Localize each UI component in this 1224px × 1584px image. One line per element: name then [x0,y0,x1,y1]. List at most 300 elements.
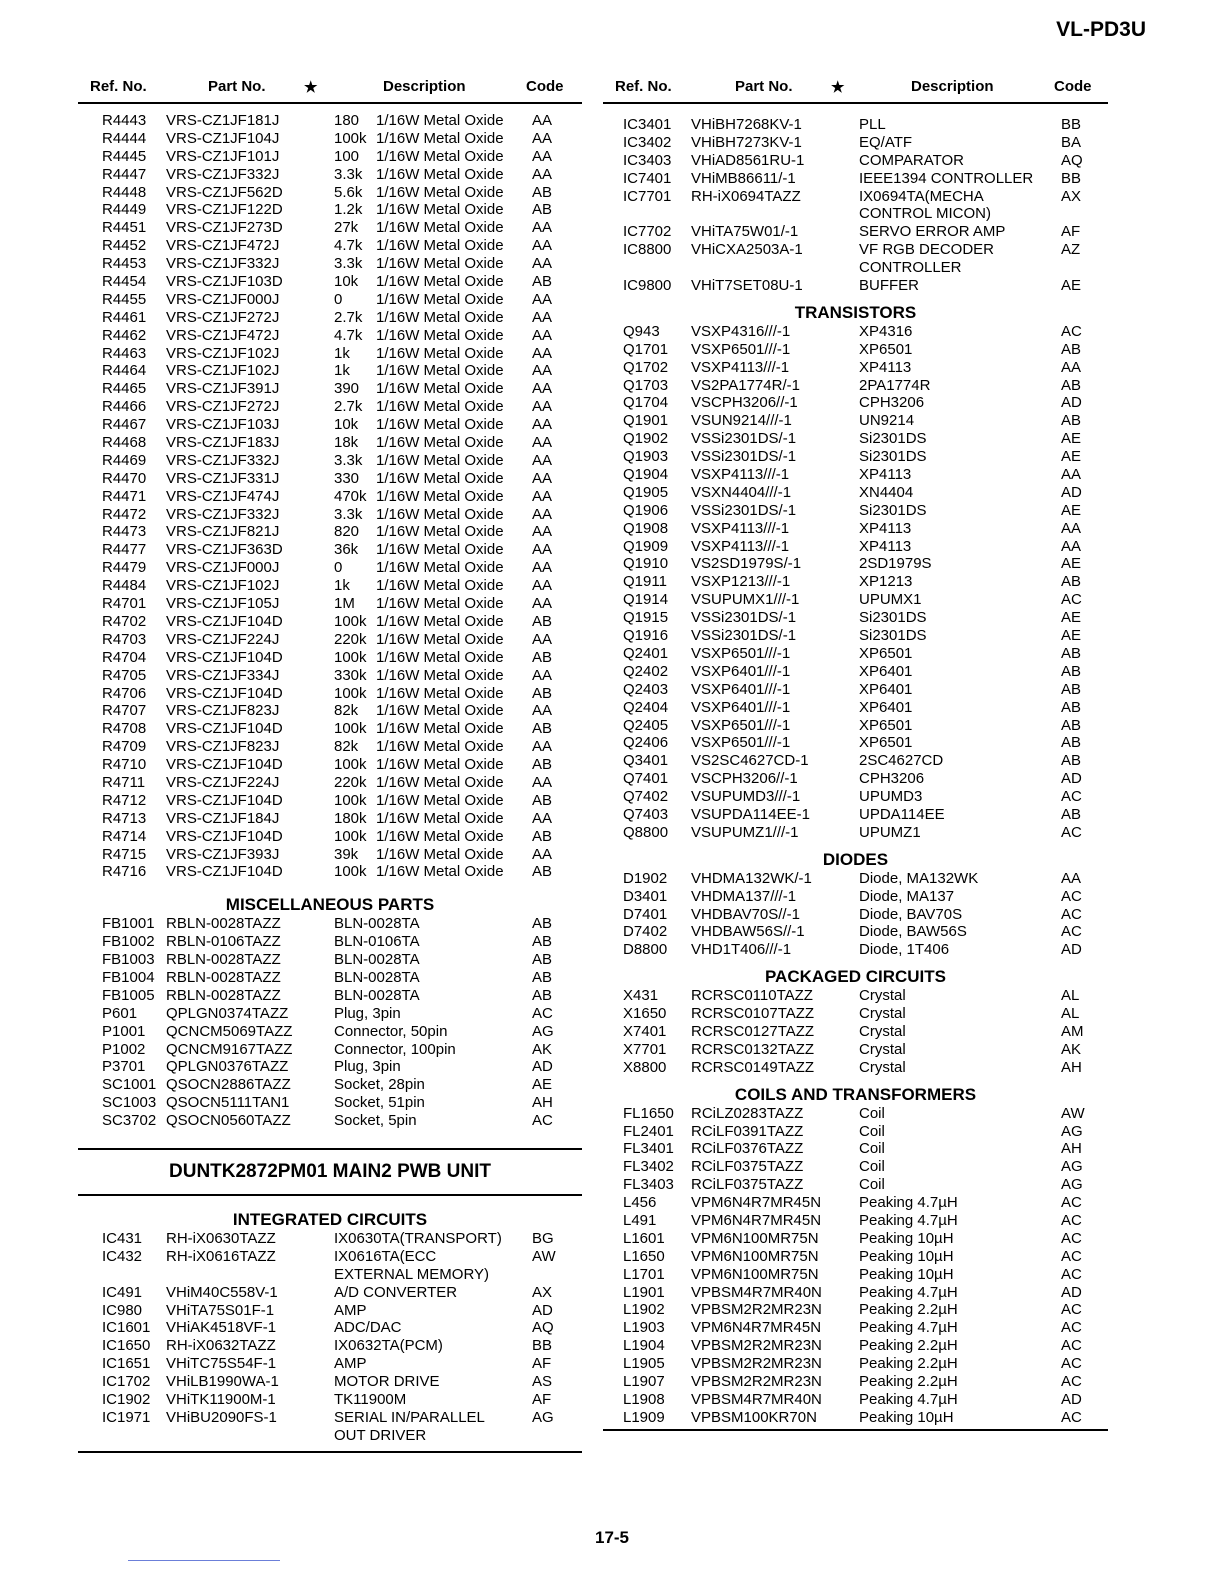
ref-no: R4716 [102,863,147,881]
price-code: AX [532,1283,553,1301]
table-row [603,681,1108,699]
description: Crystal [859,1040,906,1058]
ref-no: Q2406 [623,734,669,752]
header-part: Part No. [208,78,266,95]
description: Connector, 100pin [334,1040,456,1058]
description: BUFFER [859,277,919,295]
part-no: VHDBAW56S//-1 [691,923,805,941]
part-no: VPBSM4R7MR40N [691,1283,822,1301]
description: XP4113 [859,466,912,484]
price-code: AA [532,505,553,523]
right-column [603,72,1108,1431]
description: BLN-0028TA [334,951,420,969]
price-code: AB [532,986,553,1004]
table-row [78,577,582,595]
price-code: AA [532,255,553,273]
description: 1/16W Metal Oxide [376,541,504,559]
part-no: VRS-CZ1JF332J [166,451,280,469]
part-no: VRS-CZ1JF102J [166,344,280,362]
table-row [78,863,582,881]
price-code: AB [1061,698,1082,716]
part-no: VRS-CZ1JF272J [166,398,280,416]
part-no: RH-iX0632TAZZ [166,1337,276,1355]
header-code: Code [526,78,564,95]
part-no: VRS-CZ1JF184J [166,809,280,827]
price-code: AE [1061,555,1082,573]
table-row [78,1076,582,1094]
description: Peaking 4.7µH [859,1283,958,1301]
resistance-value: 2.7k [334,398,363,416]
price-code: AB [532,756,553,774]
ref-no: SC1003 [102,1094,157,1112]
part-no: RH-iX0694TAZZ [691,187,801,205]
table-row [603,241,1108,259]
price-code: AF [532,1355,552,1373]
ref-no: L1650 [623,1247,665,1265]
ref-no: SC1001 [102,1076,157,1094]
section-title-transistors: TRANSISTORS [794,302,917,322]
description: Socket, 51pin [334,1094,425,1112]
part-no: QPLGN0374TAZZ [166,1004,289,1022]
unit-title: DUNTK2872PM01 MAIN2 PWB UNIT [78,1148,582,1196]
table-row [603,223,1108,241]
part-no: VPM6N4R7MR45N [691,1211,822,1229]
description: 1/16W Metal Oxide [376,112,504,129]
table-row [78,1302,582,1320]
description: 1/16W Metal Oxide [376,720,504,738]
ref-no: L456 [623,1194,657,1212]
description: UPUMD3 [859,788,923,806]
part-no: VSSi2301DS/-1 [691,609,797,627]
description: Peaking 2.2µH [859,1355,958,1373]
table-header [603,72,1108,104]
description: 1/16W Metal Oxide [376,147,504,165]
table-row [603,717,1108,735]
price-code: AE [1061,448,1082,466]
ref-no: R4714 [102,827,147,845]
part-no: VSXP4113///-1 [691,519,790,537]
description: 1/16W Metal Oxide [376,666,504,684]
resistance-value: 100k [334,129,367,147]
description: UPUMZ1 [859,823,921,841]
table-row [603,1140,1108,1158]
table-row [603,824,1108,842]
table-row [78,828,582,846]
table-row [78,237,582,255]
table-row [78,649,582,667]
part-no: VRS-CZ1JF332J [166,165,280,183]
ref-no: IC1650 [102,1337,151,1355]
resistance-value: 100k [334,684,367,702]
resistance-value: 100k [334,791,367,809]
description: 1/16W Metal Oxide [376,559,504,577]
resistance-value: 820 [334,523,360,541]
table-row [78,1409,582,1427]
part-no: VSXP1213///-1 [691,573,791,591]
description: Coil [859,1176,885,1194]
description: Socket, 28pin [334,1076,425,1094]
ref-no: Q1906 [623,501,669,519]
table-row [603,359,1108,377]
part-no: VSXP6501///-1 [691,734,791,752]
section-title-packaged: PACKAGED CIRCUITS [764,967,947,987]
price-code: AC [1061,1265,1082,1283]
description: Coil [859,1122,885,1140]
resistance-value: 18k [334,434,359,452]
ref-no: R4455 [102,290,147,308]
resistance-value: 3.3k [334,451,363,469]
ref-no: R4443 [102,112,147,129]
table-row [603,941,1108,959]
left-column [78,72,582,1453]
ref-no: X1650 [623,1005,667,1023]
table-row [78,1391,582,1409]
ref-no: L1903 [623,1319,665,1337]
resistance-value: 82k [334,702,359,720]
resistance-value: 27k [334,219,359,237]
part-no: VSSi2301DS/-1 [691,501,797,519]
price-code: AC [1061,823,1082,841]
description: Peaking 4.7µH [859,1319,958,1337]
part-no: VSUN9214///-1 [691,412,792,430]
table-row [78,951,582,969]
part-no: RBLN-0028TAZZ [166,915,281,933]
description: Diode, BAV70S [859,905,963,923]
description: IX0630TA(TRANSPORT) [334,1229,502,1247]
ref-no: Q7402 [623,788,669,806]
description: AMP [334,1355,367,1373]
price-code: AD [1061,770,1082,788]
page-number: 17-5 [594,1528,630,1547]
ref-no: IC1601 [102,1319,151,1337]
ref-no: IC7701 [623,187,672,205]
part-no: VRS-CZ1JF101J [166,147,280,165]
header-ref: Ref. No. [90,78,147,95]
table-row [78,1355,582,1373]
description: 1/16W Metal Oxide [376,648,504,666]
part-no: VRS-CZ1JF104D [166,612,283,630]
table-row [603,205,1108,223]
part-no: VSCPH3206//-1 [691,394,798,412]
part-no: QPLGN0376TAZZ [166,1058,289,1076]
description: 1/16W Metal Oxide [376,237,504,255]
table-row [603,520,1108,538]
part-no: VRS-CZ1JF102J [166,362,280,380]
ref-no: D3401 [623,887,668,905]
table-row [603,412,1108,430]
description: BLN-0028TA [334,968,420,986]
part-no: VRS-CZ1JF000J [166,559,280,577]
ref-no: IC1651 [102,1355,151,1373]
price-code: BA [1061,133,1082,151]
table-row [78,380,582,398]
description: Connector, 50pin [334,1022,448,1040]
description: Diode, MA137 [859,887,955,905]
description: 1/16W Metal Oxide [376,344,504,362]
price-code: AL [1061,987,1080,1005]
description: SERIAL IN/PARALLEL [334,1408,485,1426]
ref-no: R4452 [102,237,147,255]
price-code: AG [532,1408,554,1426]
description: 1/16W Metal Oxide [376,165,504,183]
resistance-value: 220k [334,630,367,648]
table-row [78,738,582,756]
ref-no: R4710 [102,756,147,774]
table-row [603,1355,1108,1373]
table-header [78,72,582,104]
part-no: VRS-CZ1JF273D [166,219,283,237]
table-row [603,1041,1108,1059]
price-code: AH [1061,1140,1082,1158]
ref-no: R4466 [102,398,147,416]
description: Coil [859,1158,885,1176]
description: AMP [334,1301,367,1319]
ref-no: R4469 [102,451,147,469]
price-code: AF [532,1391,552,1408]
description: 1/16W Metal Oxide [376,684,504,702]
part-no: VHiTA75W01/-1 [691,223,799,241]
price-code: AA [532,290,553,308]
part-no: VSXP6401///-1 [691,698,791,716]
description: UPDA114EE [859,805,945,823]
ref-no: Q1908 [623,519,669,537]
resistance-value: 82k [334,738,359,756]
description: 1/16W Metal Oxide [376,702,504,720]
part-no: VHiAK4518VF-1 [166,1319,277,1337]
table-row [78,1023,582,1041]
table-row [603,341,1108,359]
part-no: VHiAD8561RU-1 [691,151,805,169]
part-no: VHiTA75S01F-1 [166,1301,275,1319]
part-no: QCNCM9167TAZZ [166,1040,293,1058]
description: Peaking 10µH [859,1408,954,1426]
price-code: AE [1061,501,1082,519]
description: 1/16W Metal Oxide [376,863,504,881]
part-no: RH-iX0616TAZZ [166,1247,276,1265]
ref-no: X7701 [623,1040,667,1058]
part-no: VSUPUMD3///-1 [691,788,801,806]
ref-no: D1902 [623,869,668,887]
description: 1/16W Metal Oxide [376,595,504,613]
description: Peaking 10µH [859,1265,954,1283]
part-no: VHiT7SET08U-1 [691,277,803,295]
description: UN9214 [859,412,915,430]
table-row [78,148,582,166]
table-row [78,756,582,774]
description: 1/16W Metal Oxide [376,738,504,756]
part-no: RCRSC0132TAZZ [691,1040,815,1058]
table-row [78,1005,582,1023]
price-code: AB [1061,340,1082,358]
price-code: AL [1061,1005,1080,1023]
table-row [603,1373,1108,1391]
ref-no: D8800 [623,941,668,959]
price-code: AC [1061,1319,1082,1337]
description: COMPARATOR [859,151,965,169]
price-code: AA [532,702,553,720]
price-code: AB [1061,412,1082,430]
table-row [603,734,1108,752]
ref-no: R4707 [102,702,147,720]
part-no: VRS-CZ1JF823J [166,738,280,756]
resistance-value: 220k [334,773,367,791]
price-code: AA [1061,537,1082,555]
price-code: AC [1061,1373,1082,1390]
table-row [78,969,582,987]
resistance-value: 470k [334,487,367,505]
part-no: VPM6N100MR75N [691,1229,819,1247]
table-row [78,434,582,452]
table-row [603,888,1108,906]
table-row [78,792,582,810]
header-ref: Ref. No. [615,78,672,95]
ref-no: L1909 [623,1408,665,1426]
price-code: AE [1061,627,1082,645]
table-row [603,1230,1108,1248]
description: Peaking 2.2µH [859,1373,958,1390]
table-row [78,933,582,951]
resistance-value: 36k [334,541,359,559]
description: 1/16W Metal Oxide [376,469,504,487]
resistance-value: 2.7k [334,308,363,326]
price-code: AA [532,451,553,469]
price-code: AA [1061,519,1082,537]
table-row [603,663,1108,681]
part-no: VRS-CZ1JF122D [166,201,283,219]
price-code: AC [1061,322,1082,340]
description: 1/16W Metal Oxide [376,434,504,452]
table-row [78,1248,582,1266]
ref-no: IC1702 [102,1373,151,1391]
part-no: VRS-CZ1JF393J [166,845,280,863]
table-row [78,255,582,273]
ref-no: R4484 [102,577,147,595]
ref-no: D7402 [623,923,668,941]
description: XP6401 [859,698,913,716]
description: Plug, 3pin [334,1058,401,1076]
table-row [603,770,1108,788]
ref-no: Q2404 [623,698,669,716]
description: CONTROL MICON) [859,205,991,223]
price-code: AE [1061,430,1082,448]
table-row [78,470,582,488]
price-code: AB [532,201,553,219]
table-row [78,1266,582,1284]
price-code: AA [532,523,553,541]
ref-no: IC3403 [623,151,672,169]
description: PLL [859,116,886,133]
part-no: VSXP4113///-1 [691,537,790,555]
description: Diode, MA132WK [859,869,979,887]
price-code: AA [532,595,553,613]
table-row [603,1409,1108,1427]
description: Peaking 2.2µH [859,1337,958,1355]
table-row [78,506,582,524]
table-row [78,810,582,828]
price-code: AB [1061,752,1082,770]
part-no: RBLN-0028TAZZ [166,951,281,969]
packaged-list [603,987,1108,1076]
resistance-value: 10k [334,416,359,434]
description: XP6401 [859,680,913,698]
ref-no: FB1004 [102,968,155,986]
price-code: AA [532,237,553,255]
ref-no: L1907 [623,1373,665,1390]
description: 2PA1774R [859,376,931,394]
ref-no: D7401 [623,905,668,923]
ref-no: IC8800 [623,241,672,259]
price-code: AA [532,469,553,487]
table-row [78,774,582,792]
price-code: AA [532,630,553,648]
description: ADC/DAC [334,1319,402,1337]
description: XP6401 [859,662,913,680]
ref-no: R4445 [102,147,147,165]
resistance-value: 0 [334,559,343,577]
part-no: VRS-CZ1JF224J [166,773,280,791]
ref-no: L1701 [623,1265,665,1283]
part-no: VSXP6501///-1 [691,716,791,734]
part-no: RBLN-0028TAZZ [166,986,281,1004]
description: Peaking 10µH [859,1247,954,1265]
ref-no: IC3401 [623,116,672,133]
table-row [603,484,1108,502]
resistance-value: 100k [334,756,367,774]
part-no: RCiLF0391TAZZ [691,1122,804,1140]
ref-no: R4479 [102,559,147,577]
ref-no: Q1902 [623,430,669,448]
resistance-value: 100k [334,720,367,738]
part-no: VSXP4113///-1 [691,358,790,376]
ref-no: IC432 [102,1247,143,1265]
header-part: Part No. [735,78,793,95]
resistance-value: 330 [334,469,360,487]
price-code: AA [532,577,553,595]
ref-no: Q1914 [623,591,669,609]
table-row [603,870,1108,888]
ref-no: Q2402 [623,662,669,680]
price-code: AC [1061,1211,1082,1229]
description: OUT DRIVER [334,1426,427,1444]
description: Si2301DS [859,501,927,519]
resistance-value: 390 [334,380,360,398]
price-code: AA [532,738,553,756]
resistance-value: 100k [334,612,367,630]
ref-no: R4471 [102,487,147,505]
part-no: VPM6N100MR75N [691,1265,819,1283]
ref-no: L1905 [623,1355,665,1373]
ref-no: FL1650 [623,1104,674,1122]
ref-no: IC3402 [623,133,672,151]
part-no: VRS-CZ1JF181J [166,112,280,129]
table-row [603,430,1108,448]
table-row [78,130,582,148]
table-row [78,631,582,649]
resistance-value: 39k [334,845,359,863]
price-code: AC [1061,788,1082,806]
price-code: AA [532,326,553,344]
description: 1/16W Metal Oxide [376,756,504,774]
section-title-diodes: DIODES [822,849,889,869]
price-code: AB [1061,644,1082,662]
part-no: RCRSC0149TAZZ [691,1058,815,1076]
part-no: VSXP6501///-1 [691,644,791,662]
price-code: AE [1061,609,1082,627]
part-no: VPM6N4R7MR45N [691,1194,822,1212]
ref-no: SC3702 [102,1112,157,1130]
ref-no: IC1902 [102,1391,151,1408]
price-code: AC [1061,1194,1082,1212]
